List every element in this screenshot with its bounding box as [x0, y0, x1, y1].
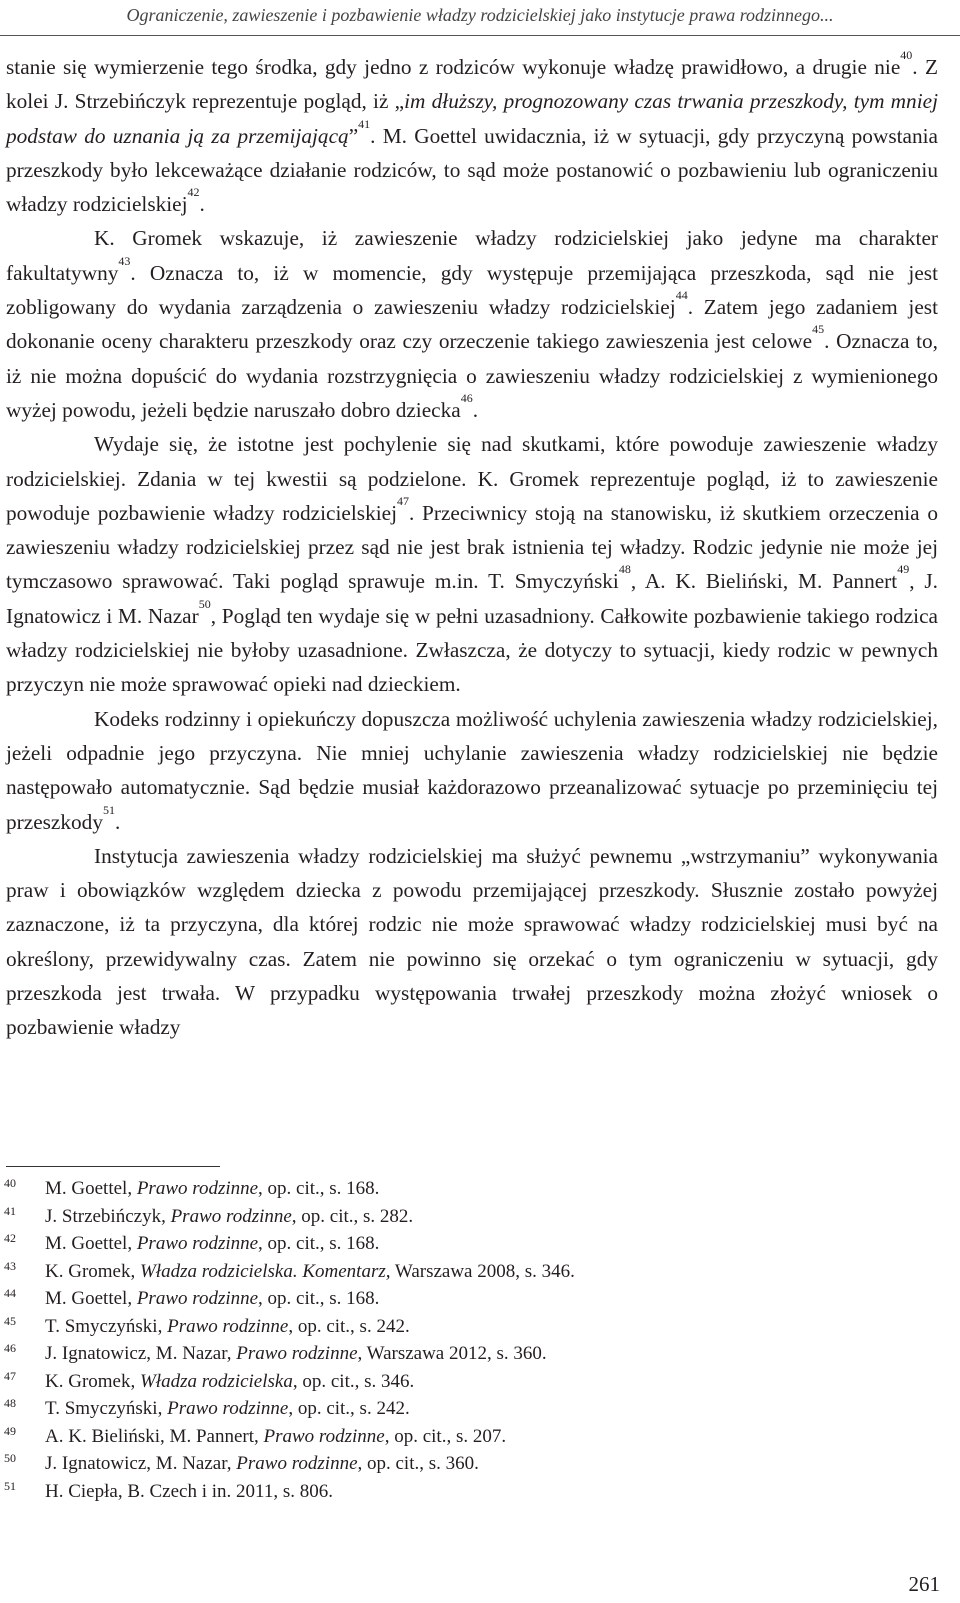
footnote-author: T. Smyczyński,: [45, 1398, 168, 1419]
footnote-author: M. Goettel,: [45, 1178, 137, 1199]
footnote-item: [0, 1203, 940, 1231]
paragraph-5: [6, 839, 938, 1045]
footnote-title: Prawo rodzinne: [167, 1315, 289, 1337]
p3-text-3: , A. K. Bieliński, M. Pannert: [630, 569, 898, 594]
footnote-author: A. K. Bieliński, M. Pannert,: [45, 1425, 264, 1447]
footnote-text: [45, 1423, 506, 1451]
footnote-number: 44: [4, 1286, 16, 1300]
footnote-rest: , Warszawa 2012, s. 360.: [357, 1343, 547, 1364]
p5-text-1: Instytucja zawieszenia władzy rodzicielskiej ma służyć pewnemu „wstrzymaniu” wykonywania praw i obowiązków względem dziecka z powodu przemijającej przeszkody. Słusznie zostało powyżej zaznaczone, iż ta przyczyna, dla której rodzic nie może sprawować władzy rodzicielskiej musi być na określony, przewidywalny czas. Zatem nie powinno się orzekać o tym ograniczeniu w sytuacji, gdy przeszkoda jest trwała. W przypadku występowania trwałej przeszkody można złożyć wniosek o pozbawienie władzy: [6, 843, 938, 1040]
footnote-author: M. Goettel,: [45, 1288, 137, 1309]
p2-text-4: . Oznacza to, iż nie można dopuścić do wydania rozstrzygnięcia o zawieszeniu władzy rodzicielskiej z wymienionego wyżej powodu, jeżeli będzie naruszało dobro dziecka: [6, 329, 939, 422]
p2-text-3: . Zatem jego zadaniem jest dokonanie oceny charakteru przeszkody oraz czy orzeczenie takiego zawieszenia jest celowe: [6, 295, 938, 354]
footnote-item: [0, 1395, 940, 1423]
footnote-rest: , op. cit., s. 242.: [288, 1398, 410, 1419]
footnote-author: J. Strzebińczyk,: [45, 1205, 171, 1227]
footnote-item: [0, 1230, 940, 1258]
footnote-author: T. Smyczyński,: [45, 1315, 168, 1337]
footnote-title: Prawo rodzinne: [136, 1233, 259, 1254]
footnote-text: [45, 1340, 547, 1368]
footnote-ref-42[interactable]: 42: [187, 185, 200, 200]
footnote-rest: , op. cit., s. 282.: [291, 1205, 414, 1227]
footnote-ref-50[interactable]: 50: [198, 596, 211, 611]
footnote-text: [45, 1395, 410, 1423]
footnote-author: H. Ciepła, B. Czech i in. 2011, s. 806.: [45, 1480, 333, 1502]
page-number: 261: [908, 1572, 940, 1596]
footnote-number: 46: [4, 1341, 16, 1355]
footnote-title: Prawo rodzinne: [170, 1205, 292, 1227]
p1-text-2: . Z kolei J. Strzebińczyk reprezentuje pogląd, iż „: [6, 55, 938, 114]
p1-text-1: stanie się wymierzenie tego środka, gdy jedno z rodziców wykonuje władzę prawidłowo, a drugie nie: [6, 55, 901, 79]
footnote-text: [45, 1368, 414, 1396]
p1-text-3: ”: [348, 123, 359, 148]
footnote-text: [45, 1450, 479, 1478]
footnote-ref-49[interactable]: 49: [897, 562, 910, 577]
footnote-number: 48: [4, 1396, 16, 1410]
footnote-text: [45, 1478, 333, 1506]
footnote-text: [45, 1230, 379, 1258]
footnote-title: Prawo rodzinne: [167, 1398, 289, 1419]
footnote-item: [0, 1285, 940, 1313]
footnote-text: [45, 1175, 379, 1203]
footnotes: [0, 1175, 940, 1505]
footnote-ref-48[interactable]: 48: [618, 562, 631, 577]
footnote-item: [0, 1478, 940, 1506]
footnote-rest: , op. cit., s. 346.: [292, 1370, 415, 1392]
footnote-rest: , op. cit., s. 168.: [258, 1178, 380, 1199]
footnote-rest: , op. cit., s. 360.: [357, 1453, 479, 1474]
p2-text-1: K. Gromek wskazuje, iż zawieszenie władzy rodzicielskiej jako jedyne ma charakter fakultatywny: [6, 226, 938, 285]
footnote-author: K. Gromek,: [45, 1370, 140, 1392]
footnote-title: Władza rodzicielska. Komentarz,: [139, 1260, 391, 1282]
p4-text-2: .: [114, 809, 121, 834]
footnote-number: 45: [4, 1313, 16, 1328]
footnote-item: [0, 1368, 940, 1396]
footnote-number: 43: [4, 1258, 16, 1273]
footnote-title: Władza rodzicielska: [139, 1370, 293, 1392]
footnote-rest: , op. cit., s. 242.: [288, 1315, 410, 1337]
footnote-ref-45[interactable]: 45: [812, 322, 825, 337]
p3-text-1: Wydaje się, że istotne jest pochylenie się nad skutkami, które powoduje zawieszenie władzy rodzicielskiej. Zdania w tej kwestii są podzielone. K. Gromek reprezentuje pogląd, iż to zawieszenie powoduje pozbawienie władzy rodzicielskiej: [6, 432, 938, 525]
footnote-number: 41: [4, 1203, 16, 1218]
p3-text-4: , J. Ignatowicz i M. Nazar: [6, 569, 938, 628]
footnote-item: [0, 1423, 940, 1451]
footnote-ref-43[interactable]: 43: [118, 253, 131, 268]
footnote-text: [45, 1203, 413, 1231]
footnote-title: Prawo rodzinne: [136, 1288, 259, 1309]
footnote-text: [45, 1285, 379, 1313]
footnote-title: Prawo rodzinne: [263, 1425, 385, 1447]
paragraph-4: [6, 702, 938, 839]
footnote-number: 42: [4, 1231, 16, 1245]
footnote-separator: [6, 1166, 220, 1167]
footnote-number: 49: [4, 1423, 16, 1438]
p2-text-2: . Oznacza to, iż w momencie, gdy występuje przemijająca przeszkoda, sąd nie jest zobligowany do wydania zarządzenia o zawieszeniu władzy rodzicielskiej: [6, 260, 938, 320]
p1-text-5: .: [199, 192, 205, 217]
main-text: [6, 50, 938, 1045]
footnote-ref-41[interactable]: 41: [358, 116, 371, 131]
p2-text-5: .: [472, 397, 479, 422]
footnote-item: [0, 1313, 940, 1341]
footnote-rest: Warszawa 2008, s. 346.: [390, 1260, 575, 1282]
footnote-item: [0, 1175, 940, 1203]
footnote-title: Prawo rodzinne: [136, 1178, 259, 1199]
footnote-ref-40[interactable]: 40: [900, 48, 913, 62]
footnote-ref-44[interactable]: 44: [675, 288, 688, 303]
footnote-author: K. Gromek,: [45, 1260, 140, 1282]
p1-text-4: . M. Goettel uwidacznia, iż w sytuacji, gdy przyczyną powstania przeszkody było lekceważące działanie rodziców, to sąd może postanowić o pozbawieniu lub ograniczeniu władzy rodzicielskiej: [6, 123, 939, 217]
p1-quote: im dłuższy, prognozowany czas trwania przeszkody, tym mniej podstaw do uznania ją za przemijającą: [6, 89, 938, 148]
footnote-text: [45, 1258, 575, 1286]
footnote-title: Prawo rodzinne: [236, 1453, 358, 1474]
footnote-number: 50: [4, 1451, 16, 1465]
header-rule: [0, 35, 960, 36]
footnote-rest: , op. cit., s. 168.: [258, 1233, 380, 1254]
footnote-author: J. Ignatowicz, M. Nazar,: [45, 1453, 237, 1474]
paragraph-3: [6, 427, 938, 701]
footnote-number: 47: [4, 1368, 16, 1383]
footnote-text: [45, 1313, 410, 1341]
running-header: Ograniczenie, zawieszenie i pozbawienie władzy rodzicielskiej jako instytucje prawa rodzinnego...: [126, 5, 834, 25]
footnote-item: [0, 1450, 940, 1478]
footnote-rest: , op. cit., s. 207.: [384, 1425, 507, 1447]
footnote-item: [0, 1258, 940, 1286]
paragraph-2: [6, 221, 938, 427]
footnote-item: [0, 1340, 940, 1368]
p3-text-2: . Przeciwnicy stoją na stanowisku, iż skutkiem orzeczenia o zawieszeniu władzy rodzicielskiej przez sąd nie jest brak istnienia tej władzy. Rodzic jedynie nie może jej tymczasowo sprawować. Taki pogląd sprawuje m.in. T. Smyczyński: [6, 500, 938, 594]
footnote-ref-47[interactable]: 47: [397, 493, 409, 508]
footnote-number: 40: [4, 1176, 16, 1190]
footnote-rest: , op. cit., s. 168.: [258, 1288, 380, 1309]
p3-text-5: , Pogląd ten wydaje się w pełni uzasadniony. Całkowite pozbawienie takiego rodzica władzy rodzicielskiej nie byłoby uzasadnione. Zwłaszcza, że dotyczy to sytuacji, kiedy rodzic w pewnych przyczyn nie może sprawować opieki nad dzieckiem.: [6, 603, 938, 697]
footnote-author: J. Ignatowicz, M. Nazar,: [45, 1343, 237, 1364]
footnote-author: M. Goettel,: [45, 1233, 137, 1254]
footnote-ref-46[interactable]: 46: [460, 390, 473, 405]
footnote-title: Prawo rodzinne: [236, 1343, 358, 1364]
paragraph-1: [6, 50, 938, 221]
footnote-number: 51: [4, 1478, 16, 1493]
footnote-ref-51[interactable]: 51: [102, 802, 115, 817]
p4-text-1: Kodeks rodzinny i opiekuńczy dopuszcza możliwość uchylenia zawieszenia władzy rodzicielskiej, jeżeli odpadnie jego przyczyna. Nie mniej uchylanie zawieszenia władzy rodzicielskiej nie będzie następowało automatycznie. Sąd będzie musiał każdorazowo przeanalizować sytuacje po przeminięciu tej przeszkody: [6, 706, 938, 834]
